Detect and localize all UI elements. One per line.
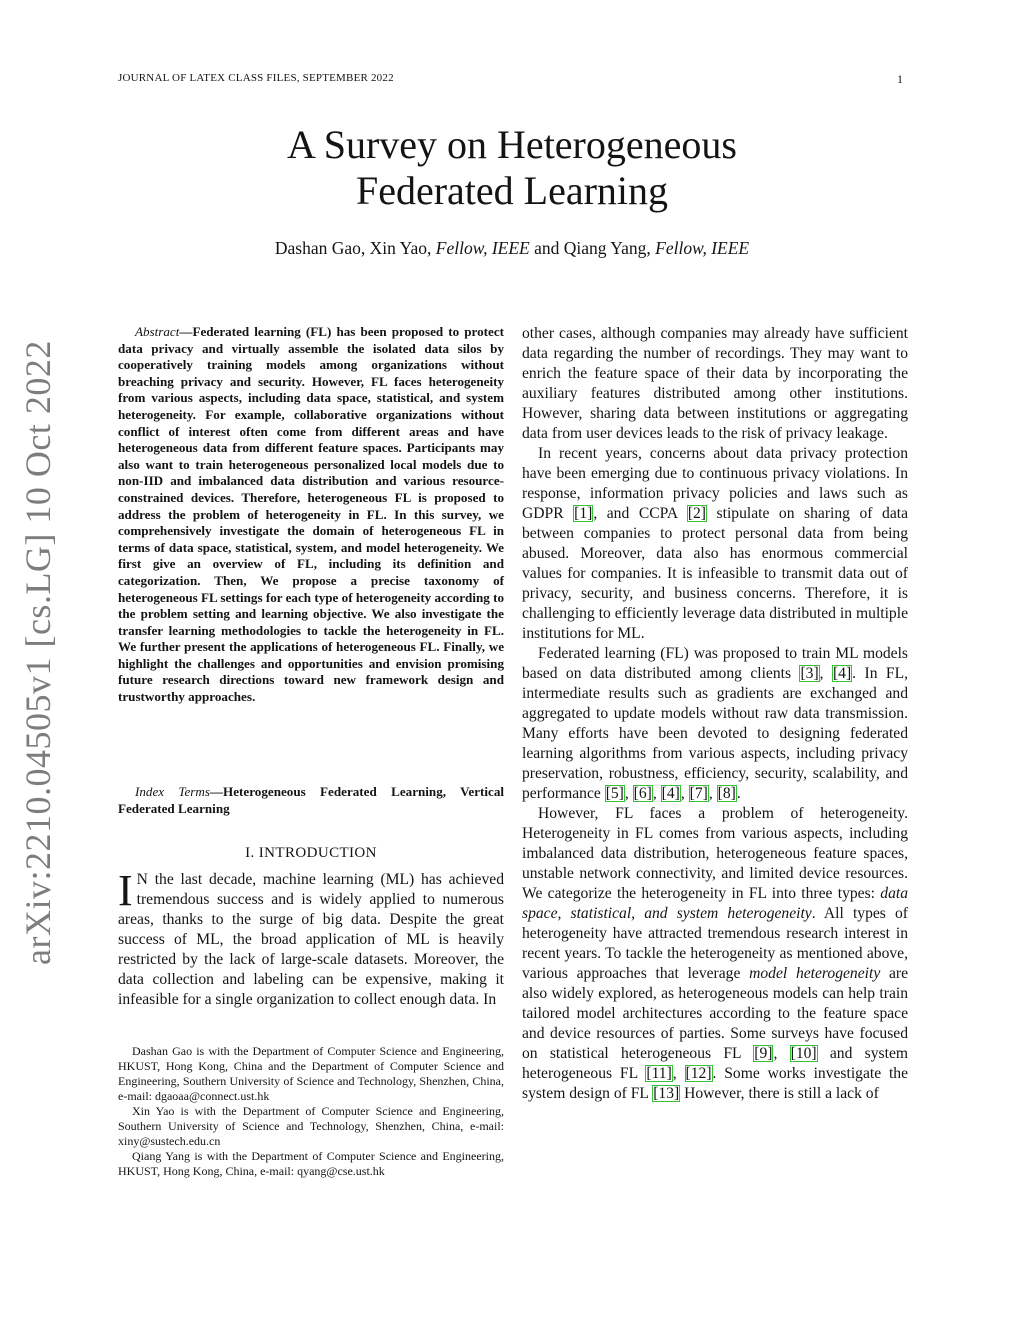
intro-text: N the last decade, machine learning (ML) has achieved tremendous success and is widely applied to numerous areas, thanks to the surge of big data. Despite the great success of ML, the broad application of ML is heavily restricted by the lack of large-scale datasets. Moreover, the data collection and labeling can be expensive, making it infeasible for a single organization to collect enough data. In [118, 871, 504, 1008]
author-footnotes [118, 1044, 504, 1179]
author-names-2: and Qiang Yang, [529, 238, 656, 258]
paper-title [0, 122, 1024, 214]
title-line-1: A Survey on Heterogeneous [287, 122, 737, 167]
paragraph: In recent years, concerns about data privacy protection have been emerging due to continuous privacy violations. In response, information privacy policies and laws such as GDPR [1], and CCPA [2] stipulate on sharing of data between companies to protect personal data from being abused. Moreover, data also has enormous commercial values for companies. It is infeasible to transmit data out of privacy, security, and business concerns. Therefore, it is challenging to efficiently leverage data distributed in multiple institutions for ML. [522, 445, 908, 642]
right-column [522, 324, 908, 1104]
citation-link[interactable]: [2] [687, 505, 706, 522]
abstract-text: —Federated learning (FL) has been proposed to protect data privacy and virtually assemble the isolated data silos by cooperatively training models among organizations without breaching privacy and security. However, FL faces heterogeneity from various aspects, including data space, statistical, and system heterogeneity. For example, collaborative organizations without conflict of interest often come from different areas and have heterogeneous data from different feature spaces. Participants may also want to train heterogeneous personalized local models due to non-IID and imbalanced data distribution and various resource-constrained devices. Therefore, heterogeneous FL is proposed to address the problem of heterogeneity in FL. In this survey, we comprehensively investigate the domain of heterogeneous FL in terms of data space, statistical, system, and model heterogeneity. We first give an overview of FL, including its definition and categorization. Then, We propose a precise taxonomy of heterogeneous FL settings for each type of heterogeneity according to the problem setting and learning objective. We also investigate the transfer learning methodologies to tackle the heterogeneity in FL. We further present the applications of heterogeneous FL. Finally, we highlight the challenges and opportunities and envision promising future research directions toward new framework design and trustworthy approaches. [118, 324, 504, 705]
index-terms-text: —Heterogeneous Federated Learning, Vertical Federated Learning [118, 784, 504, 816]
footnote: Dashan Gao is with the Department of Computer Science and Engineering, HKUST, Hong Kong, China and the Department of Computer Science and Engineering, Southern University of Science and Technology, Shenzhen, China, e-mail: dgaoaa@connect.ust.hk [118, 1044, 504, 1103]
paragraph: However, FL faces a problem of heterogeneity. Heterogeneity in FL comes from various aspects, including imbalanced data distribution, heterogeneous feature spaces, unstable network connectivity, and limited device resources. We categorize the heterogeneity in FL into three types: data space, statistical, and system heterogeneity. All types of heterogeneity have attracted tremendous research interest in recent years. To tackle the heterogeneity as mentioned above, various approaches that leverage model heterogeneity are also widely explored, as heterogeneous models can help train tailored model architectures according to the feature space and device resources of parties. Some surveys have focused on statistical heterogeneous FL [9], [10] and system heterogeneous FL [11], [12]. Some works investigate the system design of FL [13] However, there is still a lack of [522, 805, 909, 1102]
author-title-1: Fellow, IEEE [435, 238, 530, 258]
footnote: Xin Yao is with the Department of Computer Science and Engineering, Southern University of Science and Technology, Shenzhen, China, e-mail: xiny@sustech.edu.cn [118, 1104, 504, 1148]
citation-link[interactable]: [13] [653, 1085, 680, 1102]
citation-link[interactable]: [7] [689, 785, 708, 802]
title-line-2: Federated Learning [355, 168, 669, 213]
footnote: Qiang Yang is with the Department of Computer Science and Engineering, HKUST, Hong Kong, China, e-mail: qyang@cse.ust.hk [118, 1149, 504, 1178]
citation-link[interactable]: [11] [646, 1065, 672, 1082]
running-header: JOURNAL OF LATEX CLASS FILES, SEPTEMBER 2022 [118, 72, 394, 84]
abstract [118, 324, 504, 706]
citation-link[interactable]: [10] [790, 1045, 817, 1062]
citation-link[interactable]: [4] [832, 665, 852, 682]
section-heading-introduction: I. INTRODUCTION [245, 845, 377, 861]
citation-link[interactable]: [1] [574, 505, 593, 522]
author-line [0, 238, 1024, 259]
citation-link[interactable]: [5] [605, 785, 624, 802]
paragraph: Federated learning (FL) was proposed to train ML models based on data distributed among clients [3], [4]. In FL, intermediate results such as gradients are exchanged and aggregated to update models without raw data transmission. Many efforts have been devoted to designing federated learning algorithms from various aspects, including privacy preservation, robustness, efficiency, security, scalability, and performance [5], [6], [4], [7], [8]. [522, 645, 909, 802]
citation-link[interactable]: [6] [633, 785, 652, 802]
citation-link[interactable]: [12] [685, 1065, 712, 1082]
arxiv-identifier: arXiv:2210.04505v1 [cs.LG] 10 Oct 2022 [18, 340, 58, 965]
page-number: 1 [897, 72, 903, 86]
index-terms [118, 784, 504, 817]
citation-link[interactable]: [9] [754, 1045, 773, 1062]
citation-link[interactable]: [8] [717, 785, 736, 802]
citation-link[interactable]: [3] [800, 665, 819, 682]
paragraph: other cases, although companies may already have sufficient data regarding the number of recordings. They may want to enrich the feature space of their data by incorporating the auxiliary features distributed among other institutions. However, sharing data between institutions or aggregating data from user devices leads to the risk of privacy leakage. [522, 325, 908, 442]
author-title-2: Fellow, IEEE [655, 238, 750, 258]
citation-link[interactable]: [4] [661, 785, 680, 802]
index-terms-label: Index Terms [135, 784, 210, 799]
introduction-paragraph [118, 866, 504, 1010]
drop-cap: I [118, 866, 133, 915]
abstract-label: Abstract [135, 324, 180, 339]
author-names-1: Dashan Gao, Xin Yao, [274, 238, 436, 258]
